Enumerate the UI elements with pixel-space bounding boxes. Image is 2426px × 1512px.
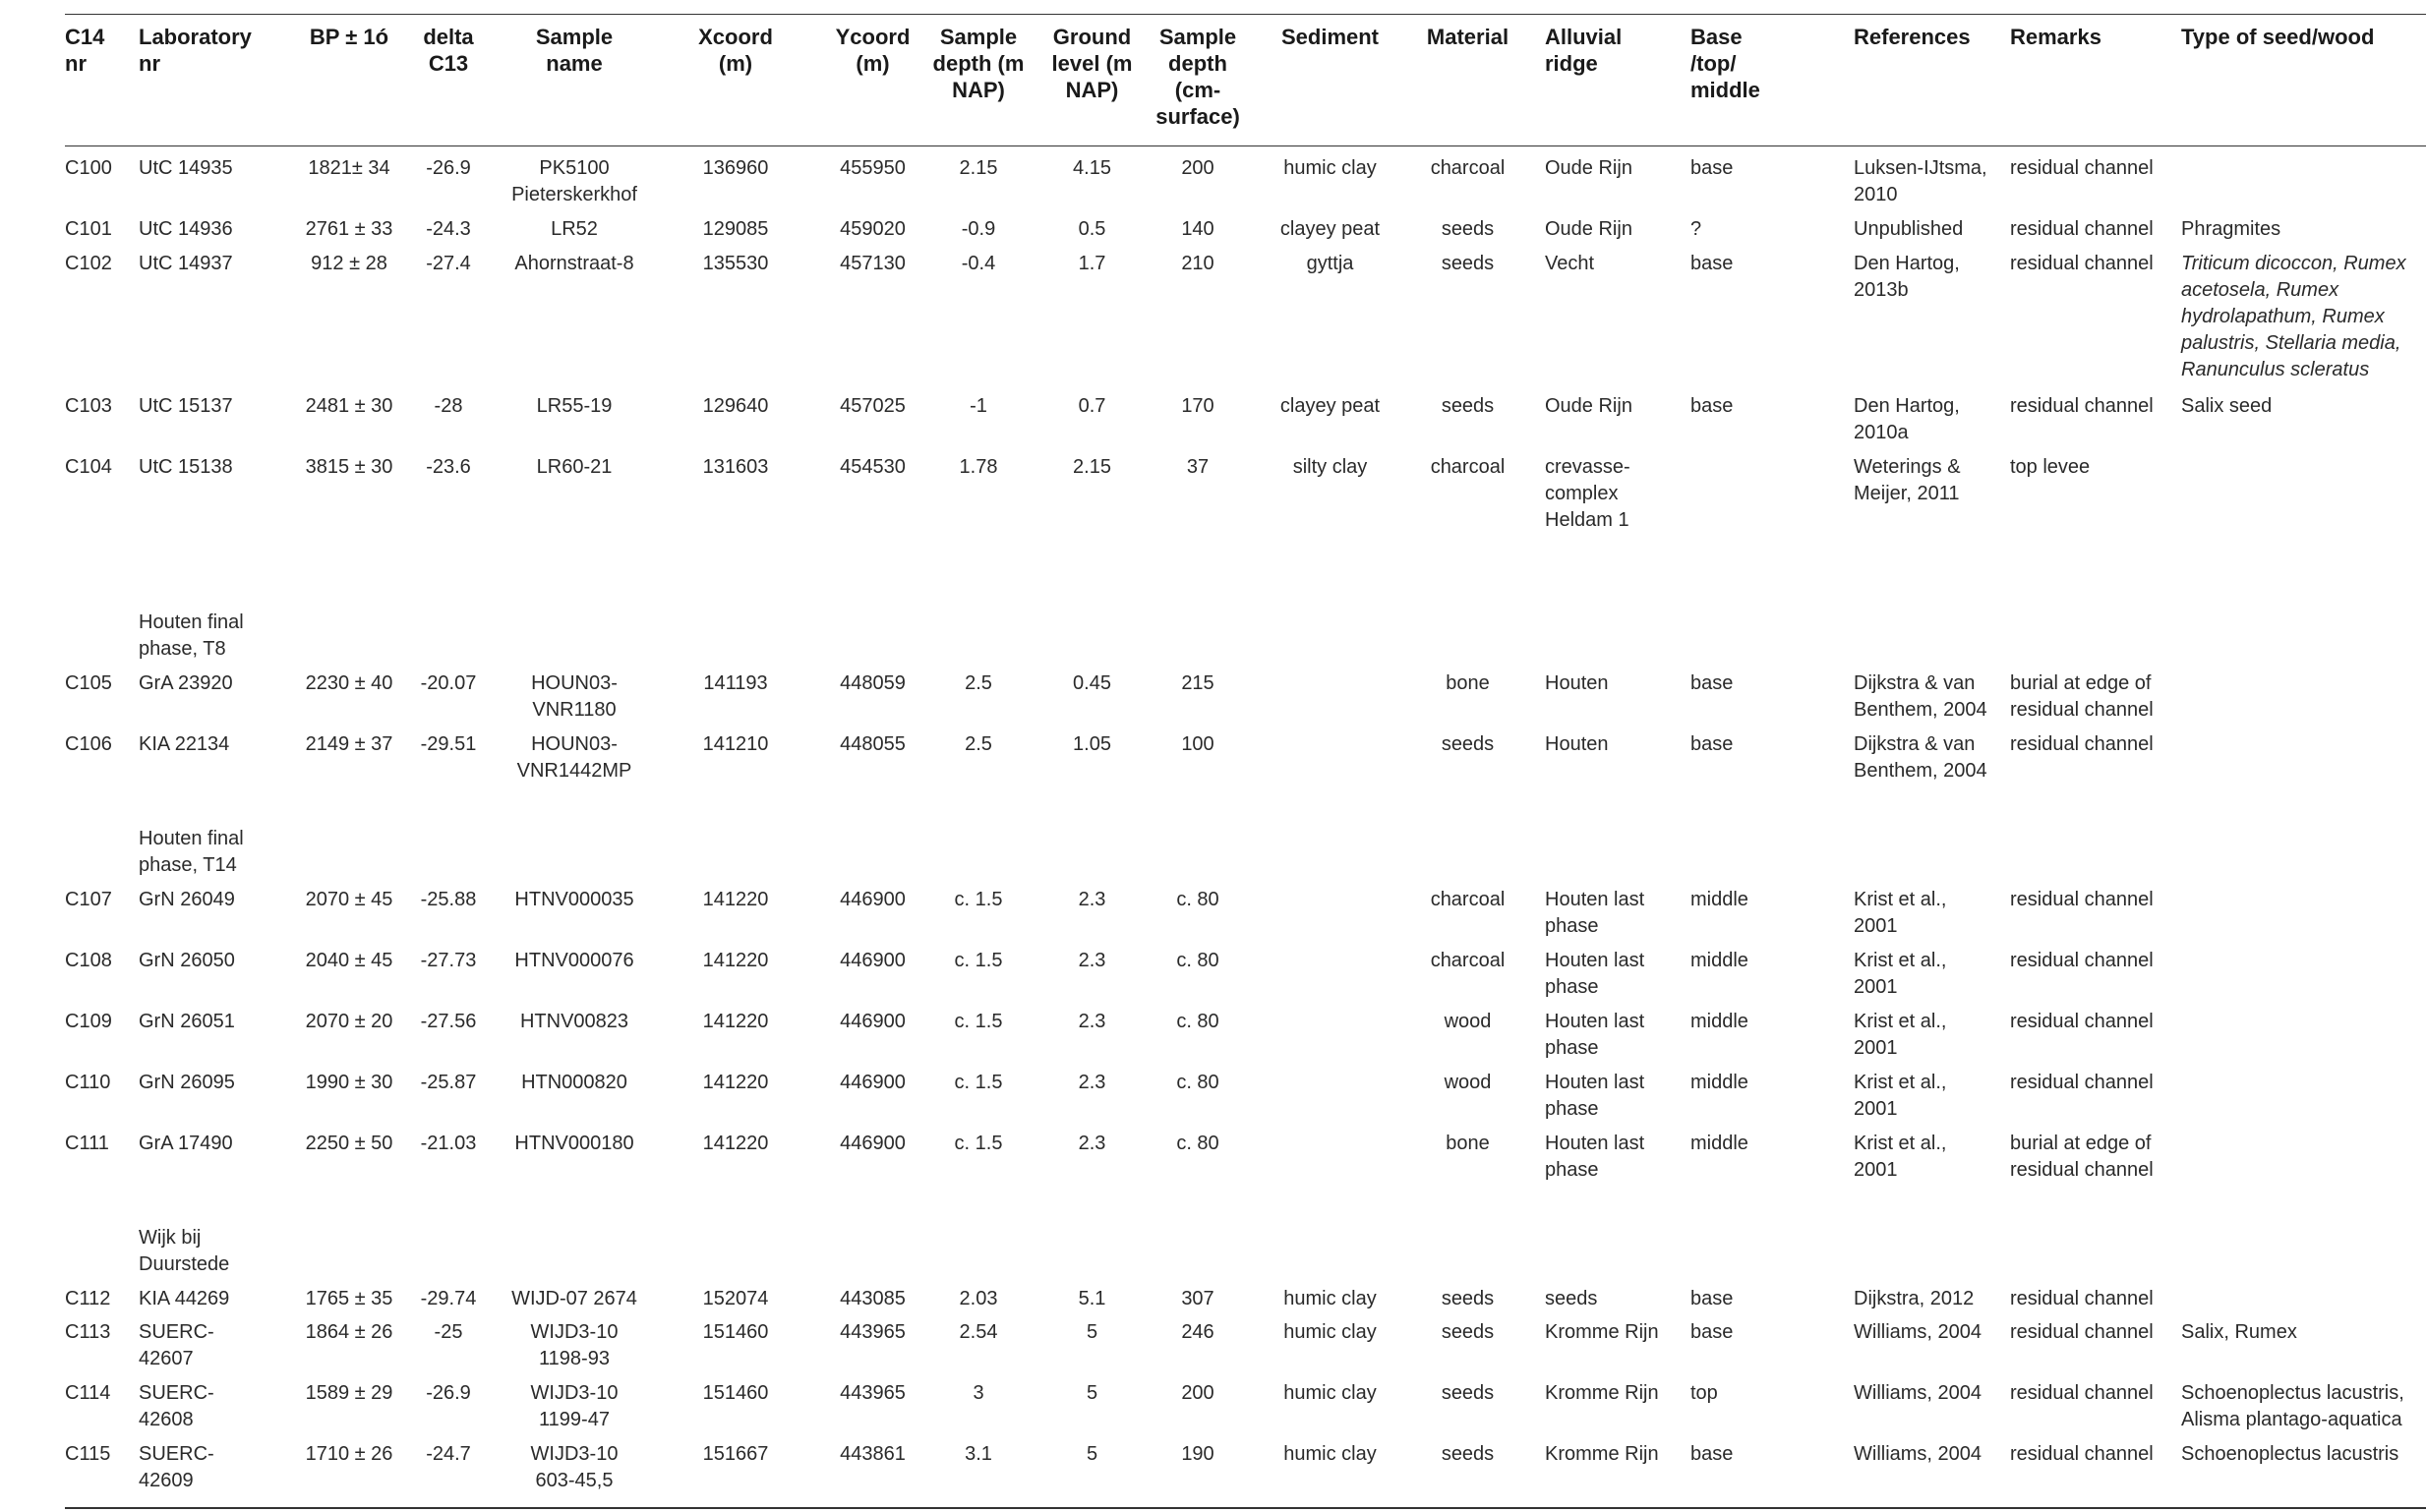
cell-sample-depth-nap: 2.15 xyxy=(959,157,998,179)
cell-references: Krist et al., 2001 xyxy=(1854,889,1947,937)
cell-material: seeds xyxy=(1441,1443,1495,1465)
cell-references: Dijkstra & van Benthem, 2004 xyxy=(1854,733,1987,782)
cell-alluvial-ridge: Houten last phase xyxy=(1545,889,1645,937)
cell-base-top-middle: base xyxy=(1690,1288,1734,1309)
cell-delta-c13: -29.51 xyxy=(420,733,477,755)
cell-remarks: residual channel xyxy=(2010,157,2154,179)
cell-ycoord: 443965 xyxy=(840,1321,906,1343)
cell-bp: 2230 ± 40 xyxy=(305,672,393,694)
cell-bp: 2149 ± 37 xyxy=(305,733,393,755)
header-sample-name: Sample name xyxy=(535,25,614,76)
cell-sample-name: HOUN03- VNR1442MP xyxy=(516,733,632,782)
cell-material: bone xyxy=(1446,1133,1490,1154)
cell-ground-level: 1.05 xyxy=(1073,733,1111,755)
cell-sample-name: WIJD-07 2674 xyxy=(511,1288,637,1309)
cell-sediment: clayey peat xyxy=(1279,395,1381,417)
cell-sample-depth-nap: 2.54 xyxy=(959,1321,998,1343)
cell-xcoord: 135530 xyxy=(702,253,769,274)
cell-laboratory-nr: GrA 17490 xyxy=(139,1133,233,1154)
cell-ground-level: 2.3 xyxy=(1078,889,1106,910)
cell-laboratory-nr: GrN 26051 xyxy=(139,1011,235,1032)
cell-laboratory-nr: SUERC-42607 xyxy=(139,1321,214,1369)
cell-ground-level: 1.7 xyxy=(1078,253,1106,274)
cell-remarks: residual channel xyxy=(2010,253,2154,274)
cell-material: charcoal xyxy=(1430,157,1506,179)
cell-material: wood xyxy=(1444,1011,1492,1032)
cell-delta-c13: -21.03 xyxy=(420,1133,477,1154)
cell-sediment: humic clay xyxy=(1283,1382,1377,1404)
cell-bp: 1589 ± 29 xyxy=(305,1382,393,1404)
cell-laboratory-nr: KIA 44269 xyxy=(139,1288,230,1309)
cell-ground-level: 0.7 xyxy=(1078,395,1106,417)
cell-sample-depth-nap: 2.5 xyxy=(965,733,992,755)
cell-material: charcoal xyxy=(1430,889,1506,910)
cell-base-top-middle: base xyxy=(1690,733,1734,755)
cell-base-top-middle: base xyxy=(1690,1443,1734,1465)
cell-alluvial-ridge: Houten xyxy=(1545,672,1609,694)
cell-material: bone xyxy=(1446,672,1490,694)
cell-laboratory-nr: UtC 15138 xyxy=(139,456,233,478)
cell-delta-c13: -24.3 xyxy=(426,218,471,240)
cell-bp: 1864 ± 26 xyxy=(305,1321,393,1343)
cell-xcoord: 131603 xyxy=(702,456,769,478)
cell-material: charcoal xyxy=(1430,950,1506,971)
cell-sample-depth-nap: c. 1.5 xyxy=(954,1133,1003,1154)
cell-sample-name: HTNV00823 xyxy=(519,1011,629,1032)
cell-ground-level: 5 xyxy=(1086,1443,1098,1465)
cell-bp: 2040 ± 45 xyxy=(305,950,393,971)
cell-sample-depth-cm: 210 xyxy=(1181,253,1214,274)
cell-sample-name: LR52 xyxy=(551,218,598,240)
cell-alluvial-ridge: Kromme Rijn xyxy=(1545,1382,1659,1404)
cell-sample-depth-nap: 3.1 xyxy=(965,1443,992,1465)
cell-laboratory-nr: GrA 23920 xyxy=(139,672,233,694)
cell-xcoord: 136960 xyxy=(702,157,769,179)
header-xcoord: Xcoord (m) xyxy=(698,25,773,76)
cell-remarks: residual channel xyxy=(2010,1382,2154,1404)
cell-c14-nr: C104 xyxy=(65,456,112,478)
cell-sediment: humic clay xyxy=(1283,1443,1377,1465)
table-header-rule xyxy=(65,145,2426,146)
cell-ycoord: 448059 xyxy=(840,672,906,694)
cell-base-top-middle: middle xyxy=(1690,1011,1748,1032)
cell-remarks: residual channel xyxy=(2010,950,2154,971)
cell-c14-nr: C111 xyxy=(65,1133,109,1154)
cell-ycoord: 446900 xyxy=(840,950,906,971)
cell-material: charcoal xyxy=(1430,456,1506,478)
cell-bp: 2070 ± 45 xyxy=(305,889,393,910)
cell-material: seeds xyxy=(1441,1321,1495,1343)
header-laboratory-nr: Laboratory nr xyxy=(139,25,252,76)
cell-c14-nr: C103 xyxy=(65,395,112,417)
cell-bp: 2481 ± 30 xyxy=(305,395,393,417)
cell-references: Krist et al., 2001 xyxy=(1854,950,1947,998)
cell-ground-level: 2.3 xyxy=(1078,1133,1106,1154)
cell-delta-c13: -25 xyxy=(434,1321,463,1343)
header-references: References xyxy=(1854,25,1971,49)
cell-base-top-middle: middle xyxy=(1690,889,1748,910)
cell-sample-depth-cm: 170 xyxy=(1181,395,1214,417)
header-remarks: Remarks xyxy=(2010,25,2101,49)
cell-references: Den Hartog, 2010a xyxy=(1854,395,1960,443)
header-sediment: Sediment xyxy=(1280,25,1380,49)
cell-ground-level: 5 xyxy=(1086,1382,1098,1404)
cell-alluvial-ridge: Vecht xyxy=(1545,253,1595,274)
cell-sediment: gyttja xyxy=(1306,253,1354,274)
cell-sample-name: HTN000820 xyxy=(521,1072,627,1093)
cell-type-of-seed-wood: Triticum dicoccon, Rumex acetosela, Rumex hydrolapathum, Rumex palustris, Stellaria media, Ranunculus scleratus xyxy=(2181,253,2406,380)
cell-sample-depth-nap: 2.03 xyxy=(959,1288,998,1309)
cell-sample-name: Ahornstraat-8 xyxy=(514,253,634,274)
cell-alluvial-ridge: Houten last phase xyxy=(1545,1133,1645,1181)
cell-ground-level: 4.15 xyxy=(1073,157,1111,179)
cell-base-top-middle: middle xyxy=(1690,1133,1748,1154)
cell-references: Krist et al., 2001 xyxy=(1854,1072,1947,1120)
cell-material: wood xyxy=(1444,1072,1492,1093)
cell-references: Den Hartog, 2013b xyxy=(1854,253,1960,301)
cell-xcoord: 141220 xyxy=(702,1072,769,1093)
cell-xcoord: 129640 xyxy=(702,395,769,417)
cell-delta-c13: -20.07 xyxy=(420,672,477,694)
cell-c14-nr: C113 xyxy=(65,1321,111,1343)
cell-remarks: residual channel xyxy=(2010,1321,2154,1343)
cell-sample-depth-nap: -0.4 xyxy=(961,253,996,274)
cell-sample-depth-nap: -0.9 xyxy=(961,218,996,240)
cell-sample-name: HTNV000180 xyxy=(514,1133,634,1154)
cell-c14-nr: C107 xyxy=(65,889,112,910)
cell-alluvial-ridge: Oude Rijn xyxy=(1545,395,1632,417)
cell-base-top-middle: base xyxy=(1690,1321,1734,1343)
cell-sample-depth-cm: 200 xyxy=(1181,1382,1214,1404)
cell-base-top-middle: base xyxy=(1690,395,1734,417)
cell-bp: 1765 ± 35 xyxy=(305,1288,393,1309)
cell-c14-nr: C108 xyxy=(65,950,112,971)
cell-ycoord: 454530 xyxy=(840,456,906,478)
cell-sample-depth-cm: 246 xyxy=(1181,1321,1214,1343)
cell-ground-level: 0.5 xyxy=(1078,218,1106,240)
cell-alluvial-ridge: Houten xyxy=(1545,733,1609,755)
cell-bp: 2761 ± 33 xyxy=(305,218,393,240)
cell-alluvial-ridge: Houten last phase xyxy=(1545,1011,1645,1059)
cell-c14-nr: C106 xyxy=(65,733,112,755)
cell-sample-depth-cm: 215 xyxy=(1181,672,1214,694)
cell-laboratory-nr: GrN 26095 xyxy=(139,1072,235,1093)
cell-delta-c13: -27.4 xyxy=(426,253,471,274)
cell-ycoord: 459020 xyxy=(840,218,906,240)
cell-ground-level: 2.15 xyxy=(1073,456,1111,478)
cell-remarks: residual channel xyxy=(2010,1443,2154,1465)
cell-material: seeds xyxy=(1441,395,1495,417)
cell-sample-depth-nap: c. 1.5 xyxy=(954,950,1003,971)
cell-laboratory-nr: SUERC-42608 xyxy=(139,1382,214,1430)
cell-base-top-middle: middle xyxy=(1690,950,1748,971)
cell-delta-c13: -25.87 xyxy=(420,1072,477,1093)
cell-remarks: residual channel xyxy=(2010,1072,2154,1093)
cell-xcoord: 141220 xyxy=(702,1011,769,1032)
cell-references: Williams, 2004 xyxy=(1854,1382,1982,1404)
cell-xcoord: 151667 xyxy=(702,1443,769,1465)
cell-bp: 1821± 34 xyxy=(308,157,390,179)
cell-remarks: residual channel xyxy=(2010,218,2154,240)
cell-material: seeds xyxy=(1441,1288,1495,1309)
group-label: Wijk bij Duurstede xyxy=(139,1227,230,1275)
cell-bp: 2250 ± 50 xyxy=(305,1133,393,1154)
group-label: Houten final phase, T14 xyxy=(139,828,244,876)
cell-laboratory-nr: UtC 14937 xyxy=(139,253,233,274)
cell-references: Dijkstra, 2012 xyxy=(1854,1288,1975,1309)
cell-laboratory-nr: KIA 22134 xyxy=(139,733,230,755)
cell-bp: 912 ± 28 xyxy=(311,253,387,274)
header-alluvial-ridge: Alluvial ridge xyxy=(1545,25,1623,76)
cell-xcoord: 152074 xyxy=(702,1288,769,1309)
header-c14-nr: C14 nr xyxy=(65,25,105,76)
cell-ycoord: 448055 xyxy=(840,733,906,755)
cell-sample-name: PK5100 Pieterskerkhof xyxy=(511,157,637,205)
table-top-rule xyxy=(65,14,2426,15)
cell-delta-c13: -25.88 xyxy=(420,889,477,910)
cell-bp: 3815 ± 30 xyxy=(305,456,393,478)
cell-delta-c13: -24.7 xyxy=(426,1443,471,1465)
cell-laboratory-nr: SUERC-42609 xyxy=(139,1443,214,1491)
cell-sample-depth-cm: c. 80 xyxy=(1176,1011,1219,1032)
cell-ground-level: 0.45 xyxy=(1073,672,1111,694)
cell-sample-depth-cm: 190 xyxy=(1181,1443,1214,1465)
cell-sample-depth-nap: 1.78 xyxy=(959,456,998,478)
cell-base-top-middle: base xyxy=(1690,672,1734,694)
cell-xcoord: 141193 xyxy=(703,672,768,694)
cell-ycoord: 446900 xyxy=(840,1011,906,1032)
cell-c14-nr: C114 xyxy=(65,1382,111,1404)
cell-c14-nr: C112 xyxy=(65,1288,111,1309)
cell-laboratory-nr: UtC 14936 xyxy=(139,218,233,240)
cell-references: Weterings & Meijer, 2011 xyxy=(1854,456,1961,504)
group-label: Houten final phase, T8 xyxy=(139,611,244,660)
cell-sediment: silty clay xyxy=(1292,456,1368,478)
cell-ycoord: 443085 xyxy=(840,1288,906,1309)
cell-type-of-seed-wood: Phragmites xyxy=(2181,218,2281,240)
cell-base-top-middle: ? xyxy=(1690,218,1702,240)
cell-references: Dijkstra & van Benthem, 2004 xyxy=(1854,672,1987,721)
cell-sediment: clayey peat xyxy=(1279,218,1381,240)
cell-ground-level: 2.3 xyxy=(1078,1072,1106,1093)
cell-delta-c13: -26.9 xyxy=(426,1382,471,1404)
header-delta-c13: delta C13 xyxy=(423,25,474,76)
cell-sample-name: WIJD3-10 1198-93 xyxy=(530,1321,619,1369)
cell-c14-nr: C100 xyxy=(65,157,112,179)
cell-ground-level: 2.3 xyxy=(1078,950,1106,971)
cell-bp: 1710 ± 26 xyxy=(305,1443,393,1465)
cell-ycoord: 443861 xyxy=(840,1443,906,1465)
cell-ground-level: 5.1 xyxy=(1078,1288,1106,1309)
cell-sample-name: HTNV000076 xyxy=(514,950,634,971)
cell-delta-c13: -26.9 xyxy=(426,157,471,179)
cell-alluvial-ridge: Oude Rijn xyxy=(1545,218,1632,240)
cell-remarks: burial at edge of residual channel xyxy=(2010,672,2154,721)
cell-sample-depth-nap: c. 1.5 xyxy=(954,1011,1003,1032)
cell-sample-depth-cm: 100 xyxy=(1181,733,1214,755)
cell-ycoord: 457025 xyxy=(840,395,906,417)
cell-xcoord: 141220 xyxy=(702,950,769,971)
cell-references: Williams, 2004 xyxy=(1854,1321,1982,1343)
cell-references: Krist et al., 2001 xyxy=(1854,1011,1947,1059)
cell-delta-c13: -23.6 xyxy=(426,456,471,478)
cell-xcoord: 129085 xyxy=(702,218,769,240)
cell-base-top-middle: top xyxy=(1690,1382,1718,1404)
header-base-top-middle: Base /top/ middle xyxy=(1690,25,1760,102)
header-sample-depth-nap: Sample depth (m NAP) xyxy=(932,25,1025,102)
cell-sample-depth-nap: 3 xyxy=(973,1382,984,1404)
cell-bp: 2070 ± 20 xyxy=(305,1011,393,1032)
cell-sample-name: LR55-19 xyxy=(536,395,613,417)
cell-delta-c13: -27.73 xyxy=(420,950,477,971)
cell-laboratory-nr: GrN 26049 xyxy=(139,889,235,910)
cell-c14-nr: C102 xyxy=(65,253,112,274)
cell-type-of-seed-wood: Schoenoplectus lacustris, Alisma plantago-aquatica xyxy=(2181,1382,2404,1430)
header-bp: BP ± 1ó xyxy=(309,25,389,49)
cell-sample-depth-cm: c. 80 xyxy=(1176,889,1219,910)
cell-material: seeds xyxy=(1441,1382,1495,1404)
cell-remarks: residual channel xyxy=(2010,889,2154,910)
cell-sample-depth-nap: -1 xyxy=(970,395,987,417)
cell-ycoord: 446900 xyxy=(840,1072,906,1093)
cell-c14-nr: C115 xyxy=(65,1443,111,1465)
header-sample-depth-cm: Sample depth (cm- surface) xyxy=(1155,25,1240,129)
cell-sediment: humic clay xyxy=(1283,1288,1377,1309)
cell-delta-c13: -28 xyxy=(434,395,463,417)
cell-xcoord: 141220 xyxy=(702,889,769,910)
cell-xcoord: 151460 xyxy=(702,1321,769,1343)
cell-base-top-middle: base xyxy=(1690,157,1734,179)
cell-laboratory-nr: UtC 15137 xyxy=(139,395,233,417)
cell-ycoord: 446900 xyxy=(840,889,906,910)
cell-references: Unpublished xyxy=(1854,218,1964,240)
cell-sediment: humic clay xyxy=(1283,1321,1377,1343)
header-type-of-seed-wood: Type of seed/wood xyxy=(2181,25,2375,49)
cell-sample-depth-cm: 200 xyxy=(1181,157,1214,179)
cell-c14-nr: C110 xyxy=(65,1072,111,1093)
header-ground-level: Ground level (m NAP) xyxy=(1051,25,1133,102)
cell-ycoord: 457130 xyxy=(840,253,906,274)
cell-sample-name: WIJD3-10 603-45,5 xyxy=(530,1443,619,1491)
cell-type-of-seed-wood: Schoenoplectus lacustris xyxy=(2181,1443,2399,1465)
cell-laboratory-nr: GrN 26050 xyxy=(139,950,235,971)
cell-sample-name: LR60-21 xyxy=(536,456,613,478)
cell-alluvial-ridge: crevasse- complex Heldam 1 xyxy=(1545,456,1630,531)
cell-alluvial-ridge: Kromme Rijn xyxy=(1545,1321,1659,1343)
cell-base-top-middle: base xyxy=(1690,253,1734,274)
cell-ycoord: 455950 xyxy=(840,157,906,179)
cell-remarks: burial at edge of residual channel xyxy=(2010,1133,2154,1181)
cell-alluvial-ridge: seeds xyxy=(1545,1288,1598,1309)
cell-alluvial-ridge: Houten last phase xyxy=(1545,1072,1645,1120)
cell-sample-name: WIJD3-10 1199-47 xyxy=(530,1382,619,1430)
cell-xcoord: 141210 xyxy=(702,733,769,755)
cell-sample-depth-cm: 307 xyxy=(1181,1288,1214,1309)
cell-alluvial-ridge: Oude Rijn xyxy=(1545,157,1632,179)
cell-references: Luksen-IJtsma, 2010 xyxy=(1854,157,1987,205)
cell-sample-depth-nap: 2.5 xyxy=(965,672,992,694)
cell-laboratory-nr: UtC 14935 xyxy=(139,157,233,179)
cell-delta-c13: -29.74 xyxy=(420,1288,477,1309)
cell-alluvial-ridge: Houten last phase xyxy=(1545,950,1645,998)
cell-ground-level: 2.3 xyxy=(1078,1011,1106,1032)
cell-remarks: residual channel xyxy=(2010,1288,2154,1309)
cell-material: seeds xyxy=(1441,253,1495,274)
cell-sample-depth-cm: c. 80 xyxy=(1176,1072,1219,1093)
cell-material: seeds xyxy=(1441,218,1495,240)
cell-remarks: top levee xyxy=(2010,456,2091,478)
cell-xcoord: 151460 xyxy=(702,1382,769,1404)
header-ycoord: Ycoord (m) xyxy=(835,25,911,76)
cell-ycoord: 446900 xyxy=(840,1133,906,1154)
cell-sample-depth-cm: 140 xyxy=(1181,218,1214,240)
cell-sample-name: HOUN03- VNR1180 xyxy=(531,672,618,721)
cell-bp: 1990 ± 30 xyxy=(305,1072,393,1093)
cell-sediment: humic clay xyxy=(1283,157,1377,179)
cell-sample-name: HTNV000035 xyxy=(514,889,634,910)
cell-material: seeds xyxy=(1441,733,1495,755)
cell-sample-depth-nap: c. 1.5 xyxy=(954,889,1003,910)
cell-remarks: residual channel xyxy=(2010,733,2154,755)
cell-sample-depth-cm: c. 80 xyxy=(1176,1133,1219,1154)
cell-sample-depth-cm: c. 80 xyxy=(1176,950,1219,971)
cell-xcoord: 141220 xyxy=(702,1133,769,1154)
cell-c14-nr: C109 xyxy=(65,1011,112,1032)
cell-type-of-seed-wood: Salix, Rumex xyxy=(2181,1321,2297,1343)
header-material: Material xyxy=(1426,25,1509,49)
cell-remarks: residual channel xyxy=(2010,1011,2154,1032)
cell-ground-level: 5 xyxy=(1086,1321,1098,1343)
cell-c14-nr: C105 xyxy=(65,672,112,694)
cell-type-of-seed-wood: Salix seed xyxy=(2181,395,2273,417)
cell-references: Williams, 2004 xyxy=(1854,1443,1982,1465)
cell-sample-depth-cm: 37 xyxy=(1186,456,1210,478)
table-bottom-rule xyxy=(65,1507,2426,1509)
cell-delta-c13: -27.56 xyxy=(420,1011,477,1032)
cell-sample-depth-nap: c. 1.5 xyxy=(954,1072,1003,1093)
cell-ycoord: 443965 xyxy=(840,1382,906,1404)
cell-references: Krist et al., 2001 xyxy=(1854,1133,1947,1181)
cell-base-top-middle: middle xyxy=(1690,1072,1748,1093)
cell-remarks: residual channel xyxy=(2010,395,2154,417)
cell-c14-nr: C101 xyxy=(65,218,112,240)
cell-alluvial-ridge: Kromme Rijn xyxy=(1545,1443,1659,1465)
